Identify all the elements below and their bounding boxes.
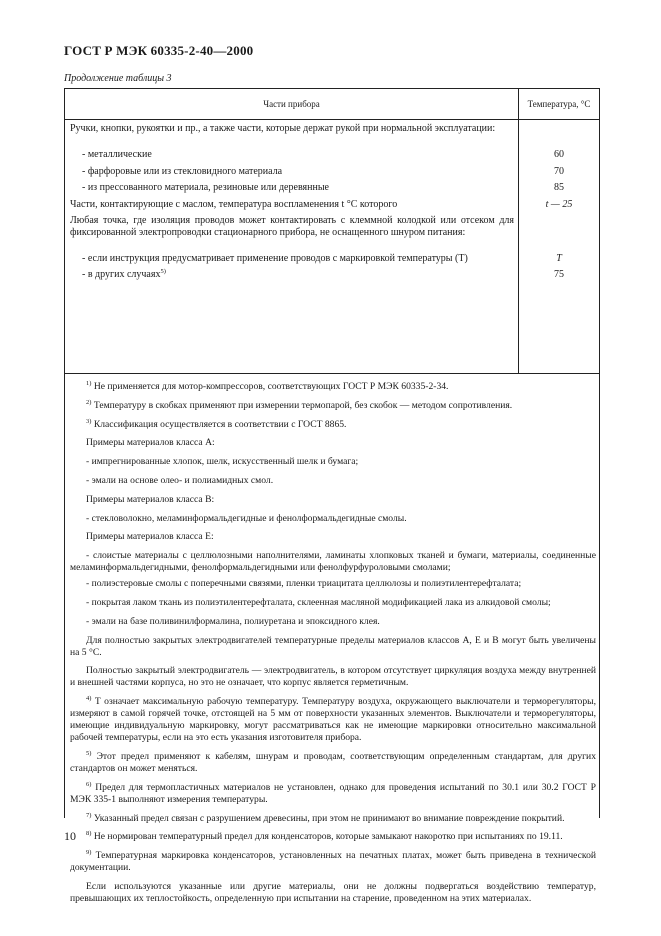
footnote: $^{4)}$ T означает максимальную рабочую температуру. Температуру воздуха, окружающего выключатели и терморегуляторы, измеряют в самой горячей точке, отстоящей на 5 мм от поверхности указанных элементов. Выключатели и терморегуляторы, имеющие индивидуальную маркировку, могут рассматриваться как не имеющие маркировки относительно максимальной рабочей температуры, если на это есть указания изготовителя прибора. [70,695,596,744]
footnote: $^{7)}$ Указанный предел связан с разрушением древесины, при этом не принимают во внимание повреждение покрытий. [86,811,565,824]
table-row-text: Части, контактирующие с маслом, температура воспламенения t °С которого [70,199,398,210]
note-text: - стекловолокно, меламинформальдегидные и фенолформальдегидные смолы. [86,512,407,524]
footnote: $^{5)}$ Этот предел применяют к кабелям, шнурам и проводам, соответствующим определенным стандартам, для других стандартов он может меняться. [70,749,596,774]
footnote: $^{3)}$ Классификация осуществляется в соответствии с ГОСТ 8865. [86,417,347,430]
table-notes [70,381,596,912]
table-row-text: - металлические [82,149,152,160]
page-number: 10 [64,829,76,843]
footnote: $^{1)}$ Не применяется для мотор-компрессоров, соответствующих ГОСТ Р МЭК 60335-2-34. [86,380,449,392]
table-row-value: 60 [554,149,564,160]
note-text: - эмали на базе поливинилформалина, полиуретана и эпоксидного клея. [86,615,380,627]
table-row-text: - в других случаях$^{5)}$ [82,268,166,280]
table-continuation-caption: Продолжение таблицы 3 [64,73,172,84]
footnote: $^{8)}$ Не нормирован температурный предел для конденсаторов, которые замыкают накоротко при испытаниях по 19.11. [86,830,563,843]
table-row-value: 85 [554,182,564,193]
document-header: ГОСТ Р МЭК 60335-2-40—2000 [64,43,254,58]
note-text: Если используются указанные или другие материалы, они не должны подвергаться воздействию температур, превышающих их теплостойкость, определенную при испытании на старение, проведенном на этих материалах. [70,880,596,904]
table-row-text: - из прессованного материала, резиновые или деревянные [82,182,329,193]
footnote: $^{6)}$ Предел для термопластичных материалов не установлен, однако для проведения испытаний по 30.1 или 30.2 ГОСТ Р МЭК 335-1 выполняют измерения температуры. [70,780,597,805]
note-text: Примеры материалов класса А: [86,437,215,449]
table-row-text: - если инструкция предусматривает применение проводов с маркировкой температуры (T) [82,253,468,264]
table-row-value: 70 [554,166,564,177]
note-text: Полностью закрытый электродвигатель — электродвигатель, в котором отсутствует циркуляция воздуха между внутренней и внешней частями корпуса, но это не означает, что корпус является герметичным. [70,665,596,689]
note-text: - эмали на основе олео- и полиамидных смол. [86,474,274,486]
note-text: Для полностью закрытых электродвигателей температурные пределы материалов классов А, Е и В могут быть увеличены на 5 °С. [70,634,596,658]
table-row-value: 75 [554,269,564,280]
note-text: Примеры материалов класса Е: [86,531,214,543]
table-row-text: Ручки, кнопки, рукоятки и пр., а также части, которые держат рукой при нормальной эксплуатации: [70,123,496,134]
table-header-row [65,89,599,120]
footnote: $^{9)}$ Температурная маркировка конденсаторов, установленных на печатных платах, может быть приведена в технической документации. [70,849,596,874]
table-row-text: - фарфоровые или из стекловидного материала [82,166,283,177]
note-text: - импрегнированные хлопок, шелк, искусственный шелк и бумага; [86,456,359,468]
note-text: - покрытая лаком ткань из полиэтилентерефталата, склеенная масляной модификацией лака из алкидовой смолы; [86,596,551,608]
note-text: Примеры материалов класса В: [86,493,215,505]
table-row-value: T [556,253,562,264]
table-row-value: t — 25 [545,199,573,210]
note-text: - слоистые материалы с целлюлозными наполнителями, ламинаты хлопковых тканей и бумаги, материалы, соединенные меламинформальдегидными, фенолформальдегидными или фенолфурфуроловыми смолами; [70,550,596,574]
table-body-divider [65,373,599,374]
footnote: $^{2)}$ Температуру в скобках применяют при измерении термопарой, без скобок — методом сопротивления. [86,398,513,411]
note-text: - полиэстеровые смолы с поперечными связями, пленки триацитата целлюлозы и полиэтилентерефталата; [86,578,522,590]
column-header-temperature: Температура, °С [527,99,591,109]
column-header-parts: Части прибора [65,89,519,119]
table-row-text: Любая точка, где изоляция проводов может контактировать с клеммной колодкой или отсеком для фиксированной электропроводки стационарного прибора, не оснащенного шнуром питания: [70,215,514,238]
